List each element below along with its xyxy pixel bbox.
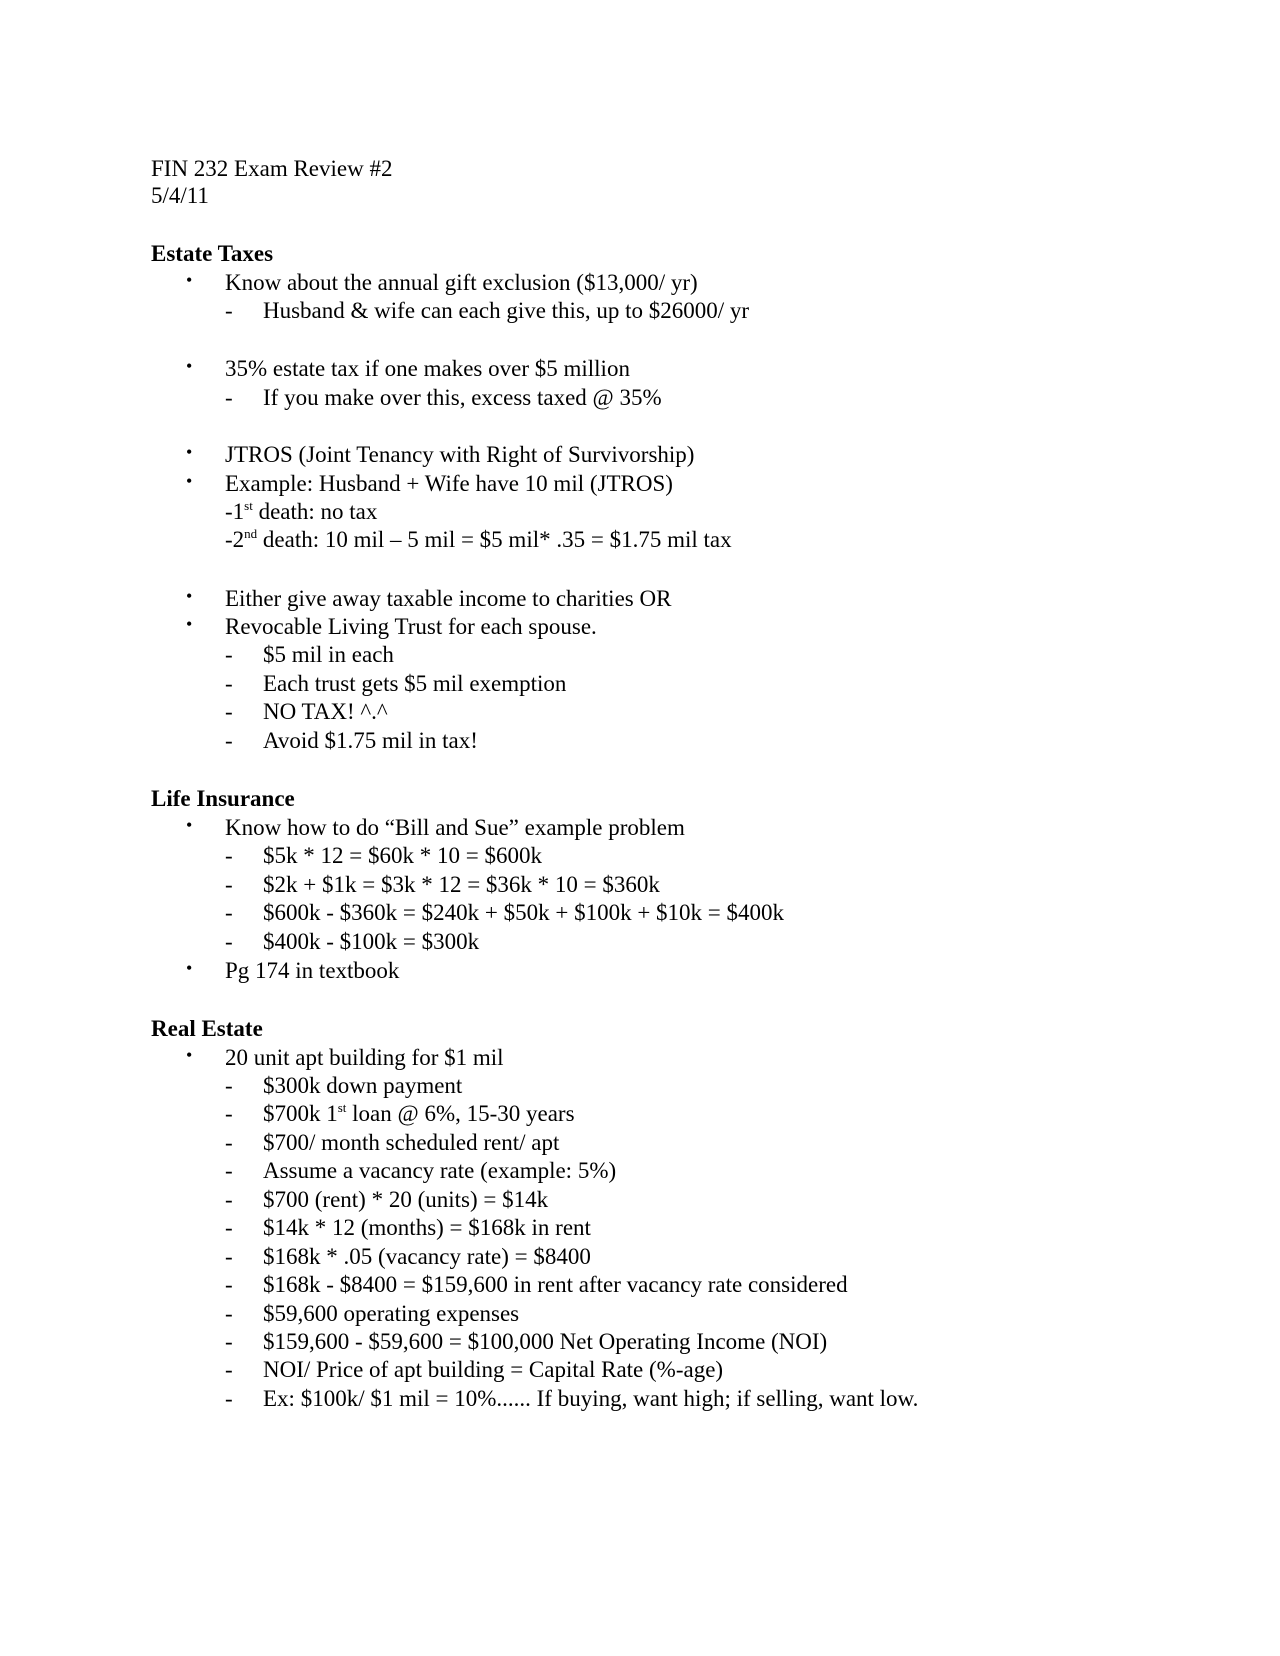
sub-list-item: Avoid $1.75 mil in tax! [263,728,478,753]
sub-list-item: Assume a vacancy rate (example: 5%) [263,1158,617,1183]
document-date: 5/4/11 [151,183,209,208]
bullet-icon: • [186,442,193,462]
dash-marker: - [225,1158,233,1183]
sub-list-item: $59,600 operating expenses [263,1301,520,1326]
sub-list-item: $700 (rent) * 20 (units) = $14k [263,1187,549,1212]
list-item: Example: Husband + Wife have 10 mil (JTROS) [225,471,673,496]
dash-marker: - [225,1130,233,1155]
list-item: Know about the annual gift exclusion ($13,000/ yr) [225,270,698,295]
sub-list-item: $159,600 - $59,600 = $100,000 Net Operating Income (NOI) [263,1329,828,1354]
dash-marker: - [225,900,233,925]
section-heading-real-estate: Real Estate [151,1016,263,1041]
sub-list-item: $400k - $100k = $300k [263,929,480,954]
list-item: Pg 174 in textbook [225,958,400,983]
dash-marker: - [225,1073,233,1098]
dash-marker: - [225,1272,233,1297]
bullet-icon: • [186,1045,193,1065]
bullet-icon: • [186,614,193,634]
dash-marker: - [225,872,233,897]
sub-list-item: $2k + $1k = $3k * 12 = $36k * 10 = $360k [263,872,660,897]
example-line-second-death: -2nd death: 10 mil – 5 mil = $5 mil* .35 = $1.75 mil tax [225,526,732,552]
section-heading-estate-taxes: Estate Taxes [151,241,274,266]
document-title: FIN 232 Exam Review #2 [151,156,393,181]
dash-marker: - [225,1357,233,1382]
sub-list-item: Each trust gets $5 mil exemption [263,671,567,696]
bullet-icon: • [186,270,193,290]
list-item: Know how to do “Bill and Sue” example problem [225,815,685,840]
dash-marker: - [225,728,233,753]
bullet-icon: • [186,958,193,978]
dash-marker: - [225,1215,233,1240]
dash-marker: - [225,1301,233,1326]
sub-list-item-loan: $700k 1st loan @ 6%, 15-30 years [263,1100,575,1126]
sub-list-item: $600k - $360k = $240k + $50k + $100k + $10k = $400k [263,900,785,925]
sub-list-item: $168k - $8400 = $159,600 in rent after vacancy rate considered [263,1272,848,1297]
dash-marker: - [225,642,233,667]
sub-list-item: $300k down payment [263,1073,463,1098]
sub-list-item: Ex: $100k/ $1 mil = 10%...... If buying, want high; if selling, want low. [263,1386,919,1411]
list-item: 35% estate tax if one makes over $5 million [225,356,630,381]
sub-list-item: NO TAX! ^.^ [263,699,388,724]
dash-marker: - [225,298,233,323]
dash-marker: - [225,671,233,696]
bullet-icon: • [186,815,193,835]
dash-marker: - [225,1101,233,1126]
sub-list-item: $168k * .05 (vacancy rate) = $8400 [263,1244,591,1269]
section-heading-life-insurance: Life Insurance [151,786,295,811]
list-item: JTROS (Joint Tenancy with Right of Survivorship) [225,442,695,467]
bullet-icon: • [186,471,193,491]
dash-marker: - [225,385,233,410]
dash-marker: - [225,929,233,954]
sub-list-item: $700/ month scheduled rent/ apt [263,1130,560,1155]
list-item: 20 unit apt building for $1 mil [225,1045,504,1070]
dash-marker: - [225,843,233,868]
sub-list-item: If you make over this, excess taxed @ 35% [263,385,662,410]
dash-marker: - [225,1187,233,1212]
sub-list-item: Husband & wife can each give this, up to $26000/ yr [263,298,750,323]
list-item: Either give away taxable income to charities OR [225,586,672,611]
dash-marker: - [225,1329,233,1354]
sub-list-item: $5k * 12 = $60k * 10 = $600k [263,843,542,868]
dash-marker: - [225,1244,233,1269]
sub-list-item: NOI/ Price of apt building = Capital Rate (%-age) [263,1357,724,1382]
dash-marker: - [225,699,233,724]
sub-list-item: $14k * 12 (months) = $168k in rent [263,1215,591,1240]
list-item: Revocable Living Trust for each spouse. [225,614,597,639]
bullet-icon: • [186,356,193,376]
bullet-icon: • [186,586,193,606]
example-line-first-death: -1st death: no tax [225,498,378,524]
dash-marker: - [225,1386,233,1411]
sub-list-item: $5 mil in each [263,642,394,667]
